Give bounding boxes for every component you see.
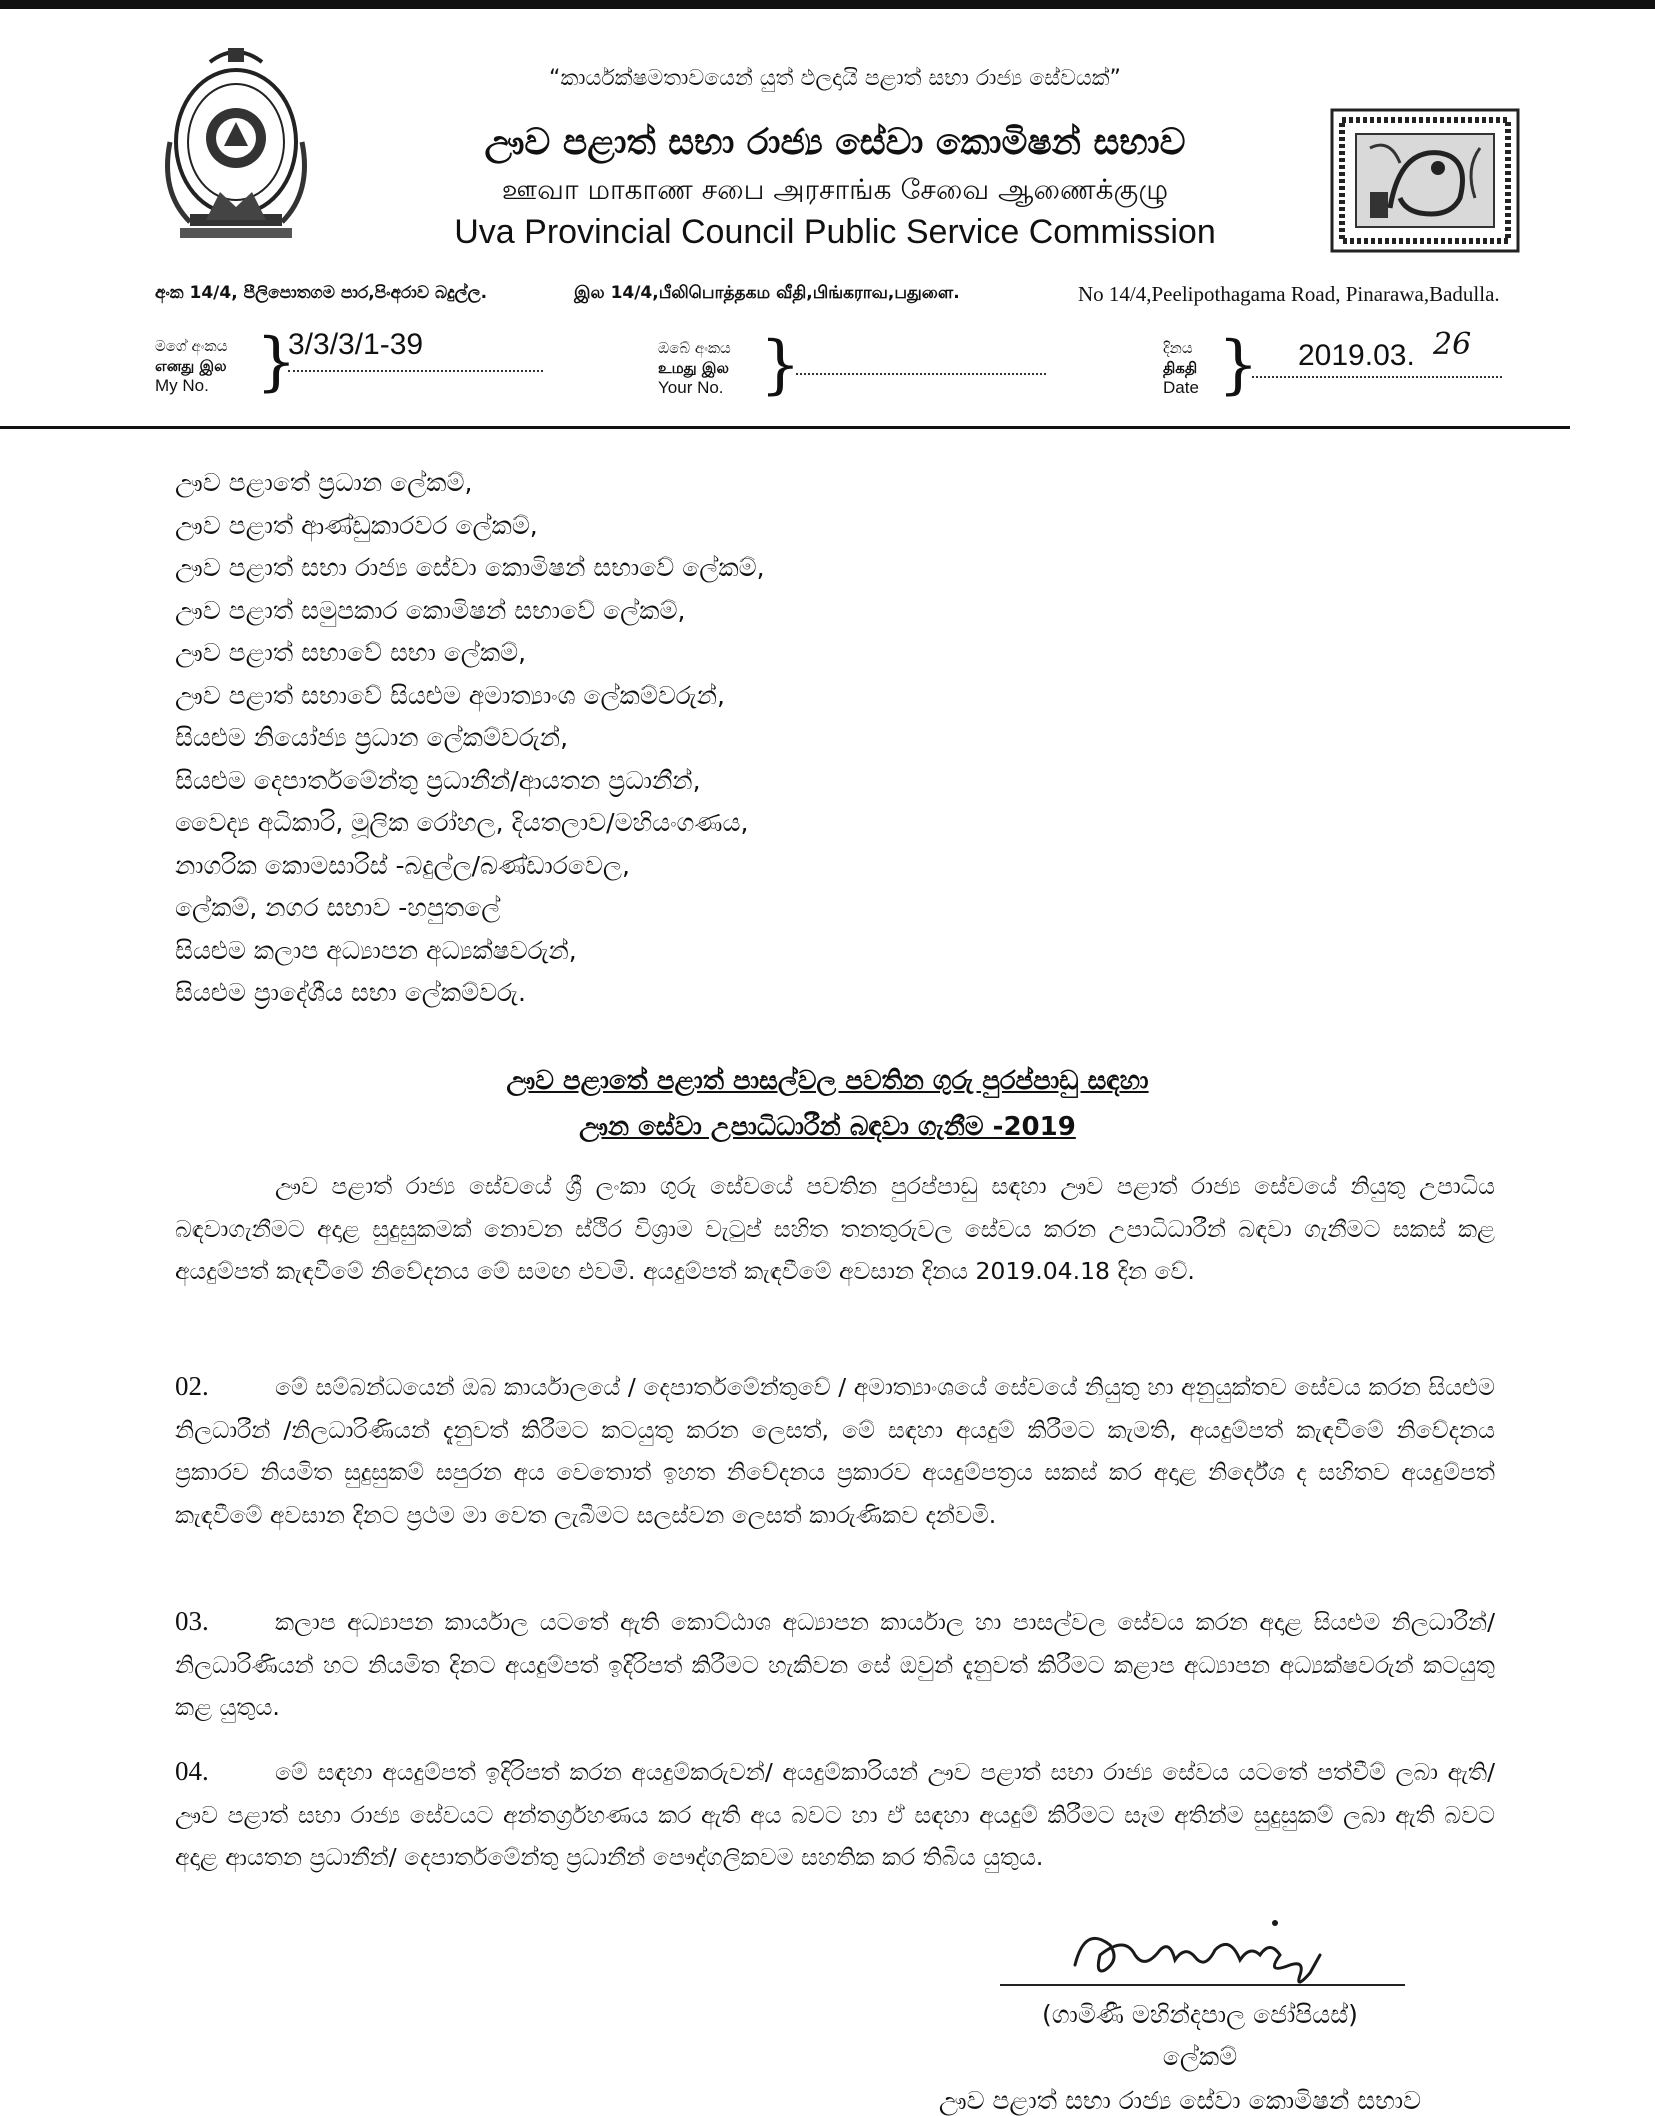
addressee-item: සියළුම නියෝජ්‍ය ප්‍රධාන ලේකම්වරුන්,	[175, 723, 569, 752]
date-labels	[1163, 338, 1199, 398]
motto: “කාර්යක්ෂමතාවයෙන් යුත් ඵලදායි පළාත් සභා රාජ්‍ය සේවයක්”	[549, 66, 1121, 91]
your-no-brace: }	[760, 328, 801, 402]
my-no-labels	[155, 336, 228, 396]
date-brace: }	[1218, 328, 1259, 402]
my-no-dotted-line	[288, 370, 543, 372]
paragraph-text: මේ සඳහා අයදුම්පත් ඉදිරිපත් කරන අයදුම්කරුවන්/ අයදුම්කාරියන් ඌව පළාත් සභා රාජ්‍ය සේවය යටතේ පත්වීම් ලබා ඇති/ ඌව පළාත් සභා රාජ්‍ය සේවයට අන්තර්ග්‍රහණය කර ඇති අය බවට හා ඒ සඳහා අයදුම් කිරීමට සෑම අතින්ම සුදුසුකම් ලබා ඇති බවට අදාළ ආයතන ප්‍රධානීන්/ දෙපාර්තමේන්තු ප්‍රධානීන් පෞද්ගලිකවම සහතික කර තිබිය යුතුය.	[175, 1758, 1495, 1871]
your-no-label-sinhala: ඔබේ අංකය	[658, 339, 731, 357]
addressee-item: ඌව පළාත් සභා රාජ්‍ය සේවා කොමිෂන් සභාවේ ලේකම්,	[175, 553, 765, 582]
date-handwritten-day: 26	[1433, 327, 1472, 362]
my-no-label-tamil: எனது இல	[155, 357, 227, 375]
your-no-labels	[658, 338, 731, 398]
addressee-item: ඌව පළාත් සමුපකාර කොමිෂන් සභාවේ ලේකම්,	[175, 595, 686, 625]
your-no-label-tamil: உமது இல	[658, 359, 729, 377]
your-no-dotted-line	[796, 373, 1046, 375]
organization-title-english: Uva Provincial Council Public Service Commission	[454, 213, 1216, 251]
national-emblem-icon	[150, 42, 322, 250]
address-english: No 14/4,Peelipothagama Road, Pinarawa,Badulla.	[1078, 282, 1500, 306]
paragraph-text: මේ සම්බන්ධයෙන් ඔබ කාර්යාලයේ / දෙපාර්තමේන්තුවේ / අමාත්‍යාංශයේ සේවයේ නියුතු හා අනුයුක්තව සේවය කරන සියළුම නිලධාරීන් /නිලධාරිණියන් දැනුවත් කිරීමට කටයුතු කරන ලෙසත්, මේ සඳහා අයදුම් කිරීමට කැමති, අයදුම්පත් කැඳවීමේ නිවේදනය ප්‍රකාරව නියමිත සුදුසුකම් සපුරන අය වෙතොත් ඉහත නිවේදනය ප්‍රකාරව අයදුම්පත්‍රය සකස් කර අදාළ නිර්දේශ ද සහිතව අයදුම්පත් කැඳවීමේ අවසාන දිනට ප්‍රථම මා වෙත ලැබීමට සලස්වන ලෙසත් කාරුණිකව දන්වමි.	[175, 1373, 1495, 1529]
organization-title-tamil: ஊவா மாகாண சபை அரசாங்க சேவை ஆணைக்குழு	[501, 173, 1169, 206]
paragraph-04	[175, 1750, 1495, 1879]
my-no-label-sinhala: මගේ අංකය	[155, 337, 228, 355]
my-no-label-english: My No.	[155, 376, 209, 395]
addressee-item: ඌව පළාත් ආණ්ඩුකාරවර ලේකම්,	[175, 510, 538, 540]
address-tamil: இல 14/4,பீலிபொத்தகம வீதி,பிங்கராவ,பதுளை.	[574, 283, 960, 303]
addressee-item: ඌව පළාතේ ප්‍රධාන ලේකම්,	[175, 468, 473, 497]
date-dotted-line	[1252, 376, 1502, 378]
my-no-value: 3/3/3/1-39	[288, 328, 424, 361]
paragraph-number: 04.	[175, 1756, 209, 1786]
signatory-title: ලේකම්	[1162, 2042, 1238, 2071]
handwritten-signature	[1065, 1915, 1405, 1995]
signature-line	[1000, 1984, 1405, 1986]
addressee-item: සියළුම කලාප අධ්‍යාපන අධ්‍යක්ෂවරුන්,	[175, 935, 577, 965]
paragraph-number: 03.	[175, 1606, 209, 1636]
addressee-item: ලේකම්, නගර සභාව -හපුතලේ	[175, 893, 501, 922]
date-label-sinhala: දිනය	[1163, 339, 1193, 357]
signatory-organization: ඌව පළාත් සභා රාජ්‍ය සේවා කොමිෂන් සභාව	[938, 2086, 1422, 2115]
your-no-label-english: Your No.	[658, 378, 724, 397]
paragraph-number: 02.	[175, 1371, 209, 1401]
date-label-tamil: திகதி	[1163, 359, 1198, 377]
addressee-item: නාගරික කොමසාරිස් -බදුල්ල/බණ්ඩාරවෙල,	[175, 850, 630, 880]
addressee-item: වෛද්‍ය අධිකාරි, මූලික රෝහල, දියතලාව/මහියංගණය,	[175, 808, 749, 837]
addressee-item: ඌව පළාත් සභාවේ සියළුම අමාත්‍යාංශ ලේකම්වරුන්,	[175, 680, 725, 710]
letter-subject	[290, 1058, 1365, 1150]
signatory-name: (ගාමිණී මහින්දපාල ජෝපියස්)	[1042, 2000, 1358, 2029]
subject-line-1: ඌව පළාතේ පළාත් පාසල්වල පවතින ගුරු පුරප්පාඩු සඳහා	[506, 1066, 1149, 1096]
subject-line-2: ඌන සේවා උපාධිධාරීන් බඳවා ගැනීම -2019	[579, 1112, 1076, 1142]
addressee-list	[175, 462, 765, 1015]
my-no-brace: }	[256, 325, 297, 399]
paragraph-text: කලාප අධ්‍යාපන කාර්යාල යටතේ ඇති කොට්ඨාශ අධ්‍යාපන කාර්යාල හා පාසල්වල සේවය කරන අදාළ සියළුම නිලධාරීන්/ නිලධාරිණියන් හට නියමිත දිනට අයදුම්පත් ඉදිරිපත් කිරීමට හැකිවන සේ ඔවුන් දැනුවත් කිරීමට කළාප අධ්‍යාපන අධ්‍යක්ෂවරුන් කටයුතු කළ යුතුය.	[175, 1608, 1495, 1721]
date-label-english: Date	[1163, 378, 1199, 397]
addressee-item: සියළුම ප්‍රාදේශීය සභා ලේකම්වරු.	[175, 978, 526, 1007]
addressee-item: ඌව පළාත් සභාවේ සභා ලේකම්,	[175, 638, 527, 667]
address-sinhala: අංක 14/4, පීලිපොතගම පාර,පිංඅරාව බදුල්ල.	[155, 283, 488, 303]
intro-paragraph: ඌව පළාත් රාජ්‍ය සේවයේ ශ්‍රී ලංකා ගුරු සේවයේ පවතින පුරප්පාඩු සඳහා ඌව පළාත් රාජ්‍ය සේවයේ නියුතු උපාධිය බඳවාගැනීමට අදාළ සුදුසුකමක් නොවන ස්ථිර විශ්‍රාම වැටුප් සහිත තනතුරුවල සේවය කරන උපාධිධාරීන් බඳවා ගැනීමට සකස් කළ අයදුම්පත් කැඳවීමේ නිවේදනය මේ සමඟ එවමි. අයදුම්පත් කැඳවීමේ අවසාන දිනය 2019.04.18 දින වේ.	[175, 1172, 1495, 1285]
paragraph-02	[175, 1365, 1495, 1536]
paragraph-03	[175, 1600, 1495, 1729]
addressee-item: සියළුම දෙපාර්තමේන්තු ප්‍රධානීන්/ආයතන ප්‍රධානීන්,	[175, 765, 701, 795]
postage-stamp-icon	[1330, 108, 1520, 253]
header-divider	[0, 426, 1570, 429]
scan-top-edge	[0, 0, 1655, 9]
date-value: 2019.03.	[1298, 339, 1415, 372]
organization-title-sinhala: ඌව පළාත් සභා රාජ්‍ය සේවා කොමිෂන් සභාව	[484, 122, 1186, 163]
